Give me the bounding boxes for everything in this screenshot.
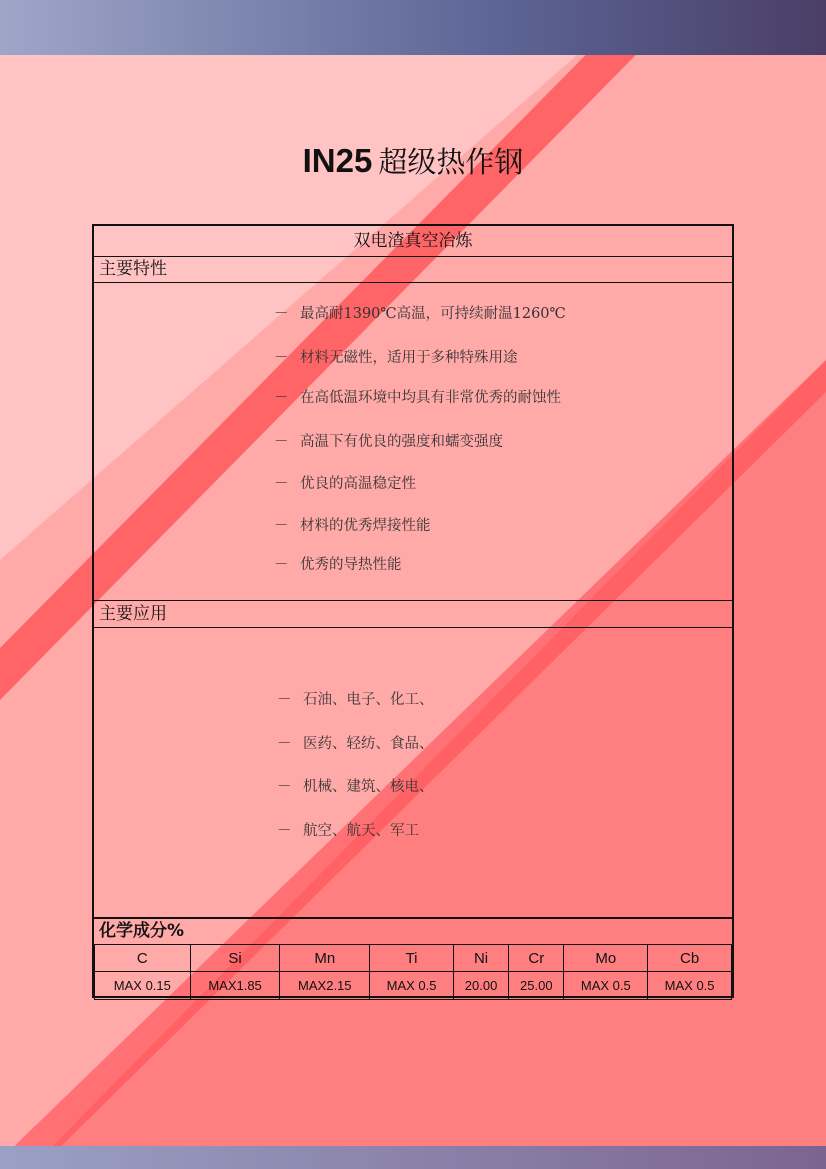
element-cell: Cb: [648, 945, 732, 972]
application-item: － 机械、建筑、核电、: [277, 779, 434, 795]
title-subtitle: 超级热作钢: [378, 145, 524, 179]
value-cell: MAX 0.5: [564, 972, 648, 1000]
table-header-row: [95, 945, 732, 972]
value-cell: 20.00: [453, 972, 508, 1000]
value-cell: 25.00: [509, 972, 564, 1000]
process-header: 双电渣真空冶炼: [94, 226, 732, 257]
feature-item: － 优良的高温稳定性: [274, 476, 416, 492]
features-heading: 主要特性: [94, 256, 732, 283]
table-row: [95, 972, 732, 1000]
element-cell: Ni: [453, 945, 508, 972]
application-item: － 医药、轻纺、食品、: [277, 736, 434, 752]
chemistry-heading: 化学成分%: [99, 921, 185, 941]
feature-item: － 优秀的导热性能: [274, 557, 402, 573]
value-cell: MAX 0.15: [95, 972, 191, 1000]
feature-item: － 材料的优秀焊接性能: [274, 518, 431, 534]
feature-item: － 高温下有优良的强度和蠕变强度: [274, 434, 503, 450]
element-cell: Mo: [564, 945, 648, 972]
application-item: － 航空、航天、军工: [277, 823, 419, 839]
feature-item: － 材料无磁性，适用于多种特殊用途: [274, 350, 518, 366]
applications-heading: 主要应用: [94, 601, 732, 628]
value-cell: MAX 0.5: [648, 972, 732, 1000]
page-title: [0, 140, 826, 181]
application-item: － 石油、电子、化工、: [277, 692, 434, 708]
chemistry-table: [94, 944, 732, 1000]
feature-item: － 最高耐1390℃高温，可持续耐温1260℃: [274, 306, 566, 322]
spec-sheet-frame: [92, 224, 734, 998]
element-cell: Ti: [370, 945, 454, 972]
element-cell: Mn: [280, 945, 370, 972]
element-cell: C: [95, 945, 191, 972]
value-cell: MAX 0.5: [370, 972, 454, 1000]
title-grade: IN25: [302, 142, 373, 179]
element-cell: Si: [190, 945, 280, 972]
value-cell: MAX2.15: [280, 972, 370, 1000]
element-cell: Cr: [509, 945, 564, 972]
feature-item: － 在高低温环境中均具有非常优秀的耐蚀性: [274, 390, 561, 406]
value-cell: MAX1.85: [190, 972, 280, 1000]
